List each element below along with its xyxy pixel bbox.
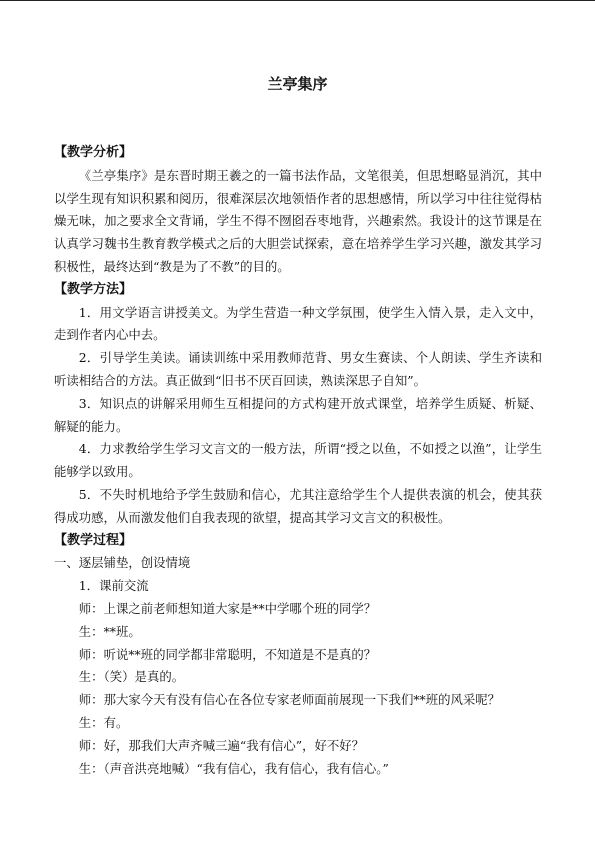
process-subsection-1: 1．课前交流 [78,578,149,594]
process-heading: 【教学过程】 [54,532,133,548]
method-item-1: 1．用文学语言讲授美文。为学生营造一种文学氛围，使学生入情入景，走入文中，走到作者内心中去。 [54,304,542,343]
dialogue-line-3: 师：听说**班的同学都非常聪明，不知道是不是真的？ [78,646,377,662]
document-body [54,142,542,780]
dialogue-line-2: 生：**班。 [78,623,141,639]
dialogue-line-7: 师：好，那我们大声齐喊三遍“我有信心”，好不好？ [78,737,365,753]
dialogue-line-6: 生：有。 [78,714,129,730]
analysis-paragraph: 《兰亭集序》是东晋时期王羲之的一篇书法作品，文笔很美，但思想略显消沉，其中以学生现有知识积累和阅历，很难深层次地领悟作者的思想感情，所以学习中往往觉得枯燥无味，加之要求全文背诵，学生不得不囫囵吞枣地背，兴趣索然。我设计的这节课是在认真学习魏书生教育教学模式之后的大胆尝试探索，意在培养学生学习兴趣，激发其学习积极性，最终达到“教是为了不教”的目的。 [54,167,542,274]
page-top-rule [0,0,595,1]
methods-heading: 【教学方法】 [54,281,133,297]
dialogue-line-8: 生：（声音洪亮地喊）“我有信心，我有信心，我有信心。” [78,760,389,776]
dialogue-line-4: 生：（笑）是真的。 [78,669,185,685]
method-item-5: 5．不失时机地给予学生鼓励和信心，尤其注意给学生个人提供表演的机会，使其获得成功感，从而激发他们自我表现的欲望，提高其学习文言文的积极性。 [54,486,542,525]
document-title: 兰亭集序 [267,75,328,93]
method-item-3: 3．知识点的讲解采用师生互相提问的方式构建开放式课堂，培养学生质疑、析疑、解疑的能力。 [54,395,542,434]
method-item-4: 4．力求教给学生学习文言文的一般方法，所谓“授之以鱼，不如授之以渔”，让学生能够学以致用。 [54,441,542,480]
method-item-2: 2．引导学生美读。诵读训练中采用教师范背、男女生赛读、个人朗读、学生齐读和听读相结合的方法。真正做到“旧书不厌百回读，熟读深思子自知”。 [54,350,542,388]
dialogue-line-1: 师：上课之前老师想知道大家是**中学哪个班的同学？ [78,600,377,616]
process-section-1: 一、逐层铺垫，创设情境 [54,555,191,571]
analysis-heading: 【教学分析】 [54,145,133,160]
dialogue-line-5: 师：那大家今天有没有信心在各位专家老师面前展现一下我们**班的风采呢？ [78,692,501,708]
